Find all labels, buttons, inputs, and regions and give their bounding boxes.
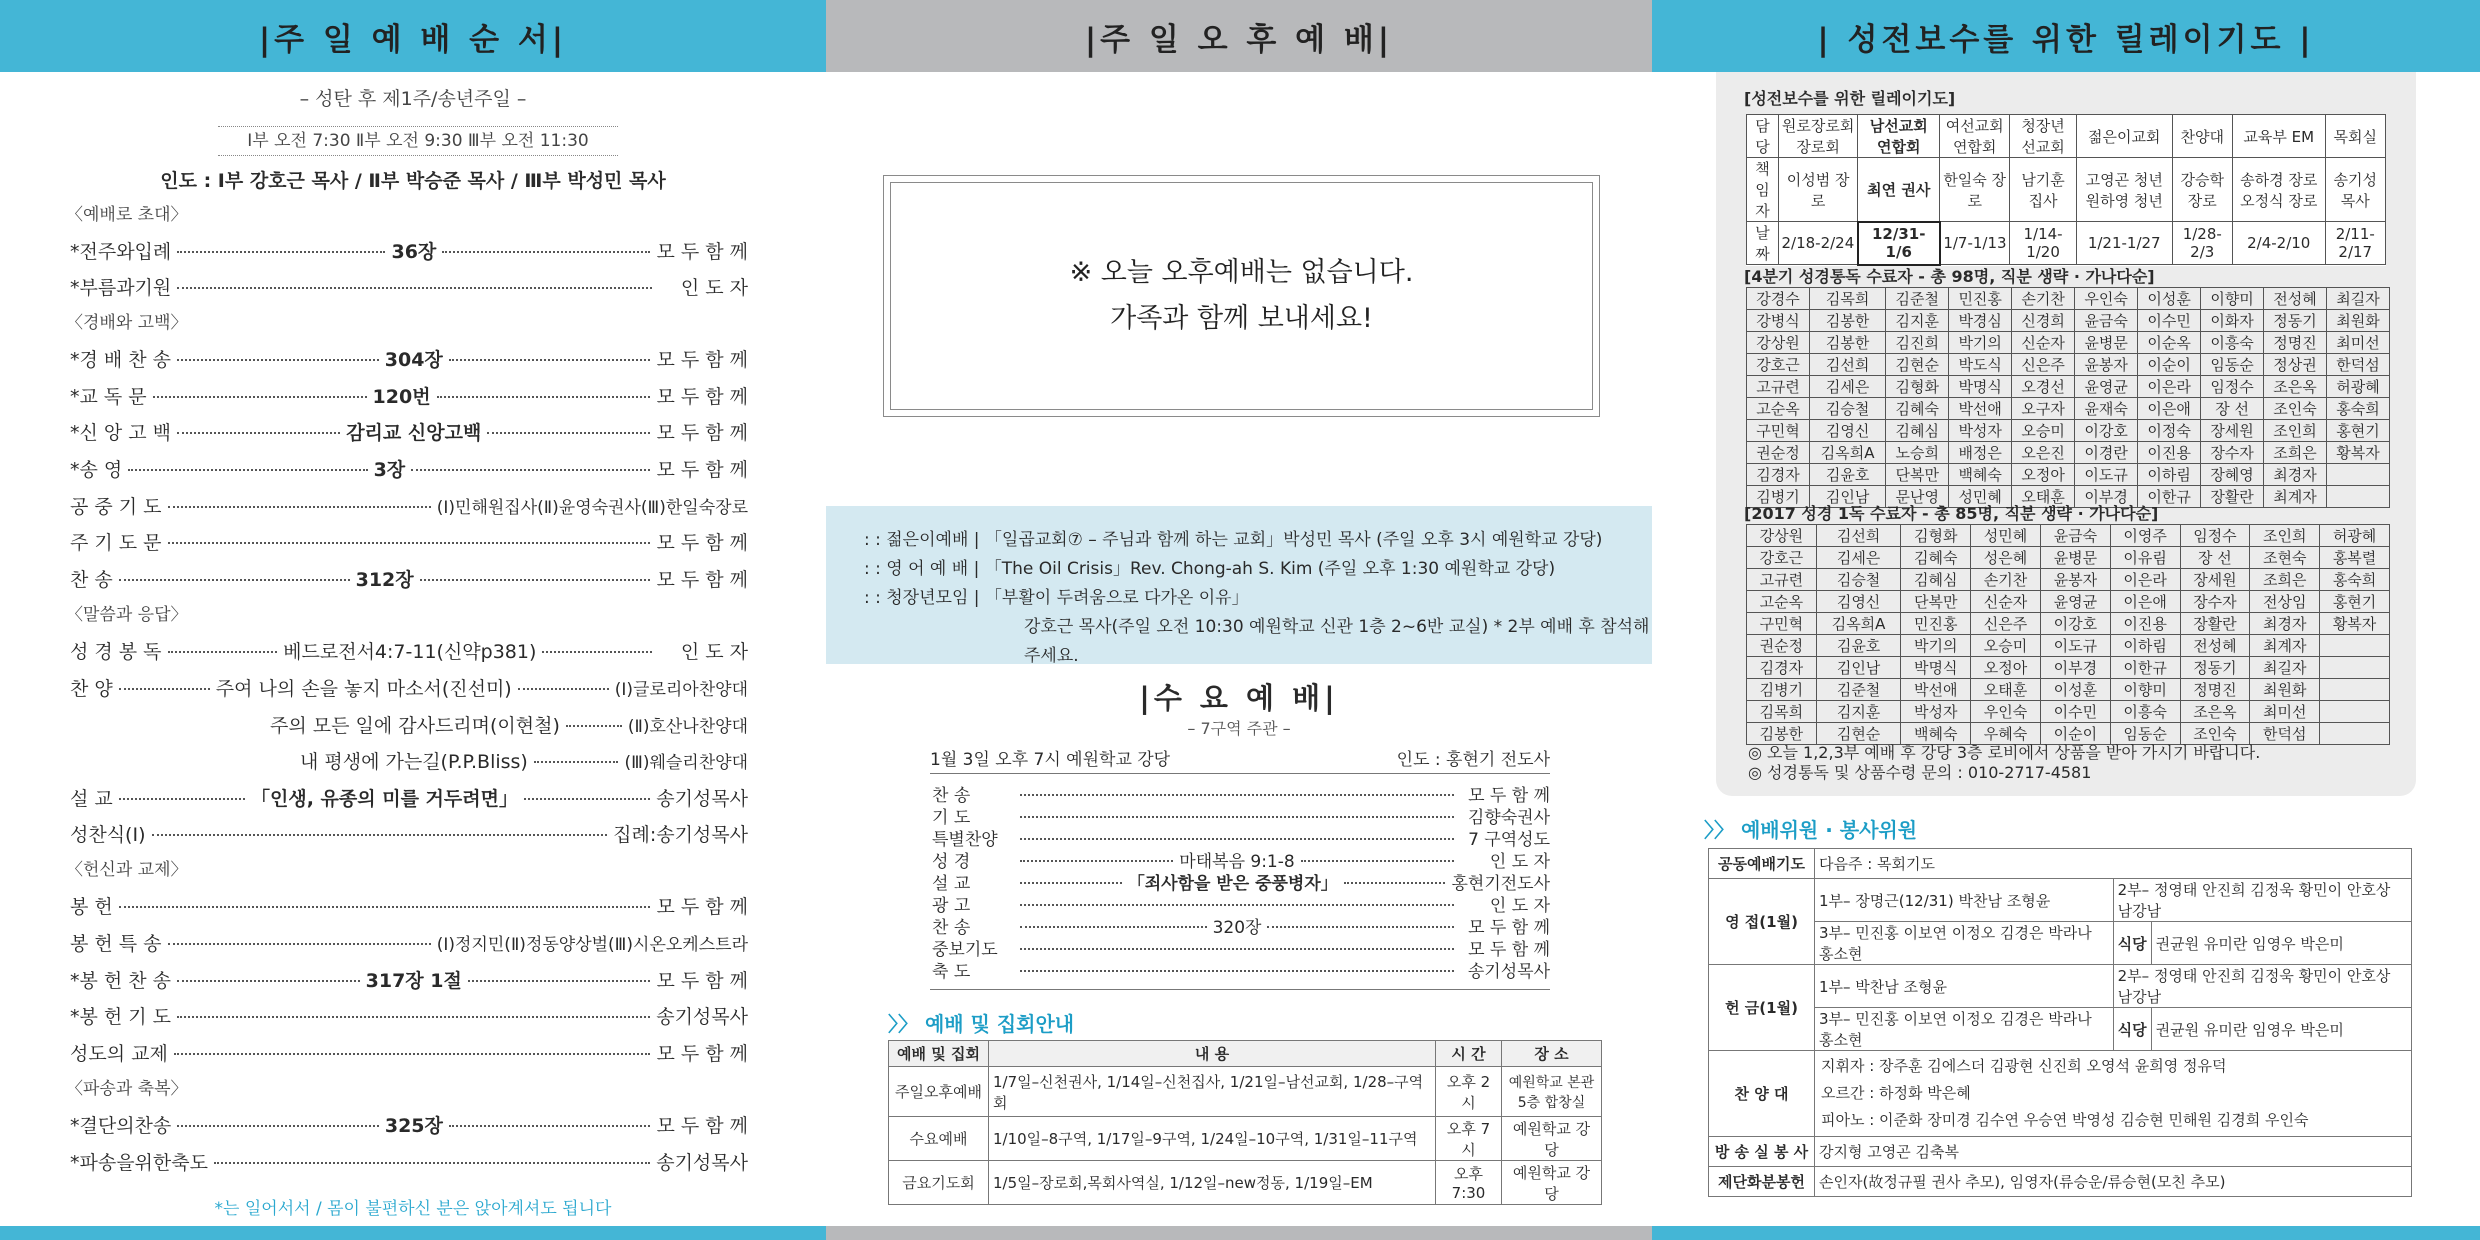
wed-info [930, 742, 1550, 774]
order-item: 공 중 기 도 (Ⅰ)민해원집사(Ⅱ)윤영숙권사(Ⅲ)한일숙장로 [70, 495, 748, 518]
order-item: 봉 헌 모 두 함 께 [70, 895, 748, 918]
bible-title: [4분기 성경통독 수료자 - 총 98명, 직분 생략 · 가나다순] [1744, 267, 2155, 286]
table-row: 찬 양 대 지휘자 : 장주훈 김에스더 김광현 신진희 오영석 윤희영 정유덕 오르간 : 하정화 박은혜 피아노 : 이준화 장미경 김수연 우승연 박영성 김승현 민해원 김경희 우인숙 [1709, 1051, 2412, 1137]
table-row: 주일오후예배 1/7일–신천권사, 1/14일–신천집사, 1/21일–남선교회, 1/28–구역회 오후 2시 예원학교 본관5층 합창실 [889, 1067, 1602, 1117]
wed-order-item: 특별찬양 7 구역성도 [932, 829, 1550, 850]
footer-bar [0, 1226, 826, 1240]
order-item: 주 기 도 문 모 두 함 께 [70, 531, 748, 554]
table-row: 담당 원로장로회 장로회 남선교회 연합회 여선교회 연합회 청장년 선교회 젊은이교회 찬양대 교육부 EM 목회실 [1747, 115, 2386, 158]
table-row: 고순옥 김승철 김혜숙 박선애 오구자 윤재숙 이은애 장 선 조인숙 홍숙희 [1747, 398, 2390, 420]
table-row: 헌 금(1월) 1부– 박찬남 조형윤 2부– 정영태 안진희 김정욱 황민이 안호상 남강남 [1709, 965, 2412, 1008]
read-title: [2017 성경 1독 수료자 - 총 85명, 직분 생략 · 가나다순] [1744, 504, 2159, 523]
wed-order-item: 설 교 「죄사함을 받은 중풍병자」 홍현기전도사 [932, 873, 1551, 894]
table-row: 고규련 김승철 김혜심 손기찬 윤봉자 이은라 장세원 조희은 홍숙희 [1747, 569, 2390, 591]
notice-line: ※ 오늘 오후예배는 없습니다. [1069, 257, 1414, 288]
order-item: 내 평생에 가는길(P.P.Bliss) (Ⅲ)웨슬리찬양대 [300, 750, 748, 773]
notice-line: 가족과 함께 보내세요! [1110, 303, 1373, 334]
section-label: 〈파송과 축복〉 [66, 1079, 188, 1099]
note-line: ◎ 성경통독 및 상품수령 문의 : 010-2717-4581 [1748, 763, 2092, 782]
wed-order-item: 중보기도 모 두 함 께 [932, 939, 1550, 960]
table-row: 김경자 김인남 박명식 오정아 이부경 이한규 정동기 최길자 [1747, 657, 2390, 679]
section-label: 〈경배와 고백〉 [66, 313, 188, 333]
read-table [1746, 524, 2390, 745]
note-line: ◎ 오늘 1,2,3부 예배 후 강당 3층 로비에서 상품을 받아 가시기 바랍니다. [1748, 743, 2261, 762]
service-title: 〉〉 예배위원 · 봉사위원 [1704, 818, 1918, 842]
column-worship-order [0, 0, 826, 1240]
info-line: : : 청장년모임 | 「부활이 두려움으로 다가온 이유」 [864, 588, 1249, 608]
table-row: 김봉한 김현순 백혜숙 우혜숙 이순이 임동순 조인숙 한덕섬 [1747, 723, 2390, 745]
table-row: 권순정 김옥희A 노승희 배정은 오은진 이경란 이진용 장수자 조희은 황복자 [1747, 442, 2390, 464]
table-row: 책임자 이성범 장로 최연 권사 한일숙 장로 남기훈 집사 고영곤 청년 원하영 청년 강승학 장로 송하경 장로 오정식 장로 송기성 목사 [1747, 158, 2386, 222]
order-item: *결단의찬송 325장 모 두 함 께 [70, 1114, 748, 1137]
header-bar [826, 0, 1652, 72]
table-row: 공동예배기도 다음주 : 목회기도 [1709, 849, 2412, 879]
wed-title: |수 요 예 배| [1139, 681, 1339, 715]
table-row: 구민혁 김옥희A 민진홍 신은주 이강호 이진용 장활란 최경자 황복자 [1747, 613, 2390, 635]
table-row: 강호근 김세은 김혜숙 성은혜 윤병문 이유림 장 선 조현숙 홍복렬 [1747, 547, 2390, 569]
footer-bar [826, 1226, 1652, 1240]
table-row: 구민혁 김영신 김혜심 박성자 오승미 이강호 이정숙 장세원 조인희 홍현기 [1747, 420, 2390, 442]
table-row: 김병기 김준철 박선애 오태훈 이성훈 이향미 정명진 최원화 [1747, 679, 2390, 701]
order-item: *송 영 3장 모 두 함 께 [70, 458, 748, 481]
order-item: 찬 양 주여 나의 손을 놓지 마소서(진선미) (Ⅰ)글로리아찬양대 [70, 677, 748, 700]
leaders: 인도 : Ⅰ부 강호근 목사 / Ⅱ부 박승준 목사 / Ⅲ부 박성민 목사 [160, 170, 666, 192]
header-title: |주 일 예 배 순 서| [258, 21, 568, 58]
info-line: 강호근 목사(주일 오전 10:30 예원학교 신관 1층 2~6반 교실) * 2부 예배 후 참석해 주세요. [1024, 617, 1650, 666]
section-label: 〈헌신과 교제〉 [66, 860, 188, 880]
relay-title: [성전보수를 위한 릴레이기도] [1744, 89, 1956, 108]
table-row: 강상원 김봉한 김진희 박기의 신순자 윤병문 이순옥 이흥숙 정명진 최미선 [1747, 332, 2390, 354]
order-item: 설 교 「인생, 유종의 미를 거두려면」 송기성목사 [70, 787, 748, 810]
header-bar [1652, 0, 2480, 72]
order-item: 성 경 봉 독 베드로전서4:7-11(신약p381) 인 도 자 [70, 640, 749, 663]
bible-table [1746, 287, 2390, 508]
order-item: *파송을위한축도 송기성목사 [70, 1151, 748, 1174]
table-row: 강호근 김선희 김현순 박도식 신은주 윤봉자 이순이 임동순 정상권 한덕섬 [1747, 354, 2390, 376]
section-label: 〈예배로 초대〉 [66, 205, 188, 225]
relay-table [1746, 114, 2386, 266]
footnote: *는 일어서서 / 몸이 불편하신 분은 앉아계셔도 됩니다 [214, 1199, 612, 1219]
wed-date: 1월 3일 오후 7시 예원학교 강당 [930, 750, 1171, 770]
wed-leader: 인도 : 홍현기 전도사 [1396, 750, 1550, 770]
info-line: : : 영 어 예 배 | 「The Oil Crisis」Rev. Chong-ah S. Kim (주일 오후 1:30 예원학교 강당) [864, 559, 1556, 579]
order-item: *봉 헌 기 도 송기성목사 [70, 1005, 748, 1028]
info-line: : : 젊은이예배 | 「일곱교회⑦ – 주님과 함께 하는 교회」박성민 목사 (주일 오후 3시 예원학교 강당) [864, 530, 1603, 550]
wed-order [932, 782, 1550, 980]
header-title: | 성전보수를 위한 릴레이기도 | [1817, 21, 2315, 58]
order-item: *경 배 찬 송 304장 모 두 함 께 [70, 348, 749, 371]
order-item: 봉 헌 특 송 (Ⅰ)정지민(Ⅱ)정동양상벌(Ⅲ)시온오케스트라 [70, 932, 748, 955]
order-item: *전주와입례 36장 모 두 함 께 [70, 240, 748, 263]
wed-order-item: 찬 송 320장 모 두 함 께 [932, 917, 1550, 938]
wed-order-item: 축 도 송기성목사 [932, 961, 1550, 982]
service-table [1708, 848, 2412, 1197]
meetings-title: 〉〉 예배 및 집회안내 [888, 1012, 1075, 1036]
order-item: 성찬식(Ⅰ) 집례:송기성목사 [70, 823, 748, 846]
wed-order-item: 찬 송 모 두 함 께 [932, 785, 1550, 806]
table-row: 고규련 김세은 김형화 박명식 오경선 윤영균 이은라 임정수 조은옥 허광혜 [1747, 376, 2390, 398]
order-item: 주의 모든 일에 감사드리며(이현철) (Ⅱ)호산나찬양대 [270, 714, 748, 737]
header-bar [0, 0, 826, 72]
wed-order-item: 성 경 마태복음 9:1-8 인 도 자 [932, 851, 1550, 872]
meetings-table: 예배 및 집회 내 용 시 간 장 소 주일오후예배 1/7일–신천권사, 1/14일–신천집사, 1/21일–남선교회, 1/28–구역회 오후 2시 예원학교 본관5층 합창실 수요예배 1/10일–8구역, 1/17일–9구역, 1/24일–10구역, 1/31일–11구역 오후 7시 예원학교 강당 금요기도회 1/5일–장로회,목회사역실, 1/12일–new정동, 1/19일–EM 오후7:30 예원학교 강당 [888, 1040, 1602, 1205]
table-row: 고순옥 김영신 단복만 신순자 윤영균 이은애 장수자 전상임 홍현기 [1747, 591, 2390, 613]
header-title: |주 일 오 후 예 배| [1084, 21, 1394, 58]
subtitle: – 성탄 후 제1주/송년주일 – [299, 88, 527, 110]
table-row: 수요예배 1/10일–8구역, 1/17일–9구역, 1/24일–10구역, 1/31일–11구역 오후 7시 예원학교 강당 [889, 1117, 1602, 1161]
info-panel [826, 506, 1652, 664]
wed-order-item: 광 고 인 도 자 [932, 895, 1550, 916]
wed-order-item: 기 도 김향숙권사 [932, 807, 1550, 828]
footer-bar [1652, 1226, 2480, 1240]
order-item: 성도의 교제 모 두 함 께 [70, 1042, 748, 1065]
table-row: 제단화분봉헌 손인자(故정규필 권사 추모), 임영자(류승운/류승현(모친 추모) [1709, 1167, 2412, 1197]
order-item: *신 앙 고 백 감리교 신앙고백 모 두 함 께 [70, 421, 748, 444]
table-row: 강병식 김봉한 김지훈 박경심 신경희 윤금숙 이수민 이화자 정동기 최원화 [1747, 310, 2390, 332]
wed-subtitle: – 7구역 주관 – [1187, 719, 1291, 738]
table-row: 3부– 민진홍 이보연 이정오 김경은 박라나 홍소현 식당 권균원 유미란 임영우 박은미 [1709, 922, 2412, 965]
table-row: 방 송 실 봉 사 강지형 고영곤 김축복 [1709, 1137, 2412, 1167]
order-item: *교 독 문 120번 모 두 함 께 [70, 385, 748, 408]
table-row: 강상원 김선희 김형화 성민혜 윤금숙 이영주 임정수 조인희 허광혜 [1747, 525, 2390, 547]
table-row: 권순정 김윤호 박기의 오승미 이도규 이하림 전성혜 최계자 [1747, 635, 2390, 657]
table-row: 김경자 김윤호 단복만 백혜숙 오정아 이도규 이하림 장혜영 최경자 [1747, 464, 2390, 486]
notice-frame [883, 175, 1600, 417]
order-item: *봉 헌 찬 송 317장 1절 모 두 함 께 [70, 969, 748, 992]
table-row: 김목희 김지훈 박성자 우인숙 이수민 이흥숙 조은옥 최미선 [1747, 701, 2390, 723]
service-times: Ⅰ부 오전 7:30 Ⅱ부 오전 9:30 Ⅲ부 오전 11:30 [218, 126, 618, 156]
section-label: 〈말씀과 응답〉 [66, 605, 188, 625]
table-row: 금요기도회 1/5일–장로회,목회사역실, 1/12일–new정동, 1/19일–EM 오후7:30 예원학교 강당 [889, 1161, 1602, 1205]
table-row: 3부– 민진홍 이보연 이정오 김경은 박라나 홍소현 식당 권균원 유미란 임영우 박은미 [1709, 1008, 2412, 1051]
table-row: 강경수 김목희 김준철 민진홍 손기찬 우인숙 이성훈 이향미 전성혜 최길자 [1747, 288, 2390, 310]
order-item: *부름과기원 인 도 자 [70, 276, 748, 299]
table-row: 김병기 김인남 문난영 성민혜 오태훈 이부경 이한규 장활란 최계자 [1747, 486, 2390, 508]
table-row: 영 접(1월) 1부– 장명근(12/31) 박찬남 조형윤 2부– 정영태 안진희 김정욱 황민이 안호상 남강남 [1709, 879, 2412, 922]
order-item: 찬 송 312장 모 두 함 께 [70, 568, 748, 591]
table-row: 날짜 2/18-2/24 12/31-1/6 1/7-1/13 1/14-1/20 1/21-1/27 1/28-2/3 2/4-2/10 2/11-2/17 [1747, 222, 2386, 265]
